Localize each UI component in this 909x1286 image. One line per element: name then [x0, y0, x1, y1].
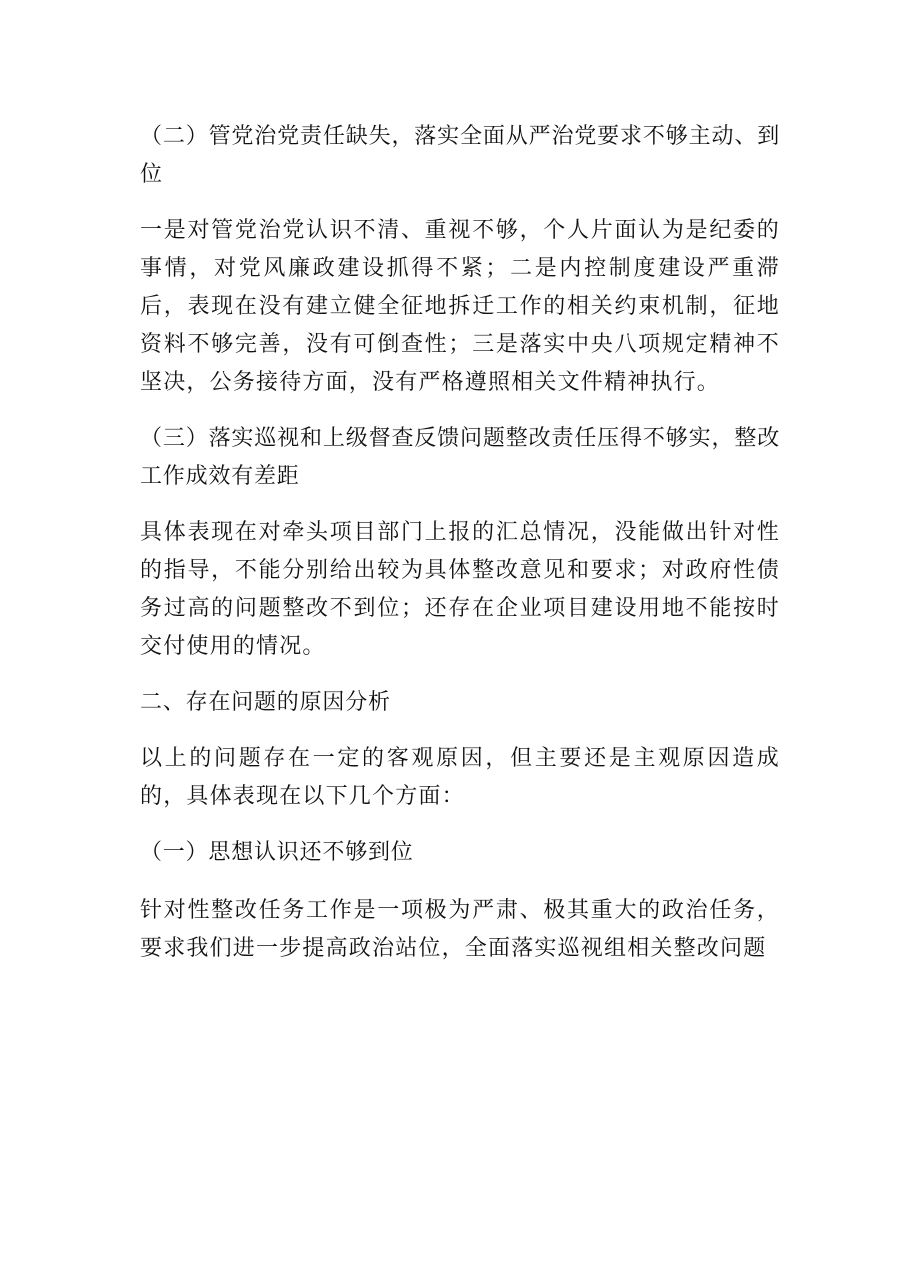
subheading-responsibility: （二）管党治党责任缺失，落实全面从严治党要求不够主动、到位 — [140, 124, 780, 187]
document-body — [140, 118, 780, 968]
paragraph-ideological-details: 针对性整改任务工作是一项极为严肃、极其重大的政治任务，要求我们进一步提高政治站位，全面落实巡视组相关整改问题 — [140, 898, 780, 961]
subheading-rectification: （三）落实巡视和上级督查反馈问题整改责任压得不够实，整改工作成效有差距 — [140, 426, 780, 489]
paragraph-cause-intro: 以上的问题存在一定的客观原因，但主要还是主观原因造成的，具体表现在以下几个方面： — [140, 746, 780, 809]
paragraph-responsibility-details: 一是对管党治党认识不清、重视不够，个人片面认为是纪委的事情，对党风廉政建设抓得不紧；二是内控制度建设严重滞后，表现在没有建立健全征地拆迁工作的相关约束机制，征地资料不够完善，没有可倒查性；三是落实中央八项规定精神不坚决，公务接待方面，没有严格遵照相关文件精神执行。 — [140, 218, 780, 395]
subheading-ideological-awareness: （一）思想认识还不够到位 — [140, 840, 414, 865]
section-heading-cause-analysis: 二、存在问题的原因分析 — [140, 690, 391, 715]
paragraph-rectification-details: 具体表现在对牵头项目部门上报的汇总情况，没能做出针对性的指导，不能分别给出较为具体整改意见和要求；对政府性债务过高的问题整改不到位；还存在企业项目建设用地不能按时交付使用的情况。 — [140, 520, 780, 659]
